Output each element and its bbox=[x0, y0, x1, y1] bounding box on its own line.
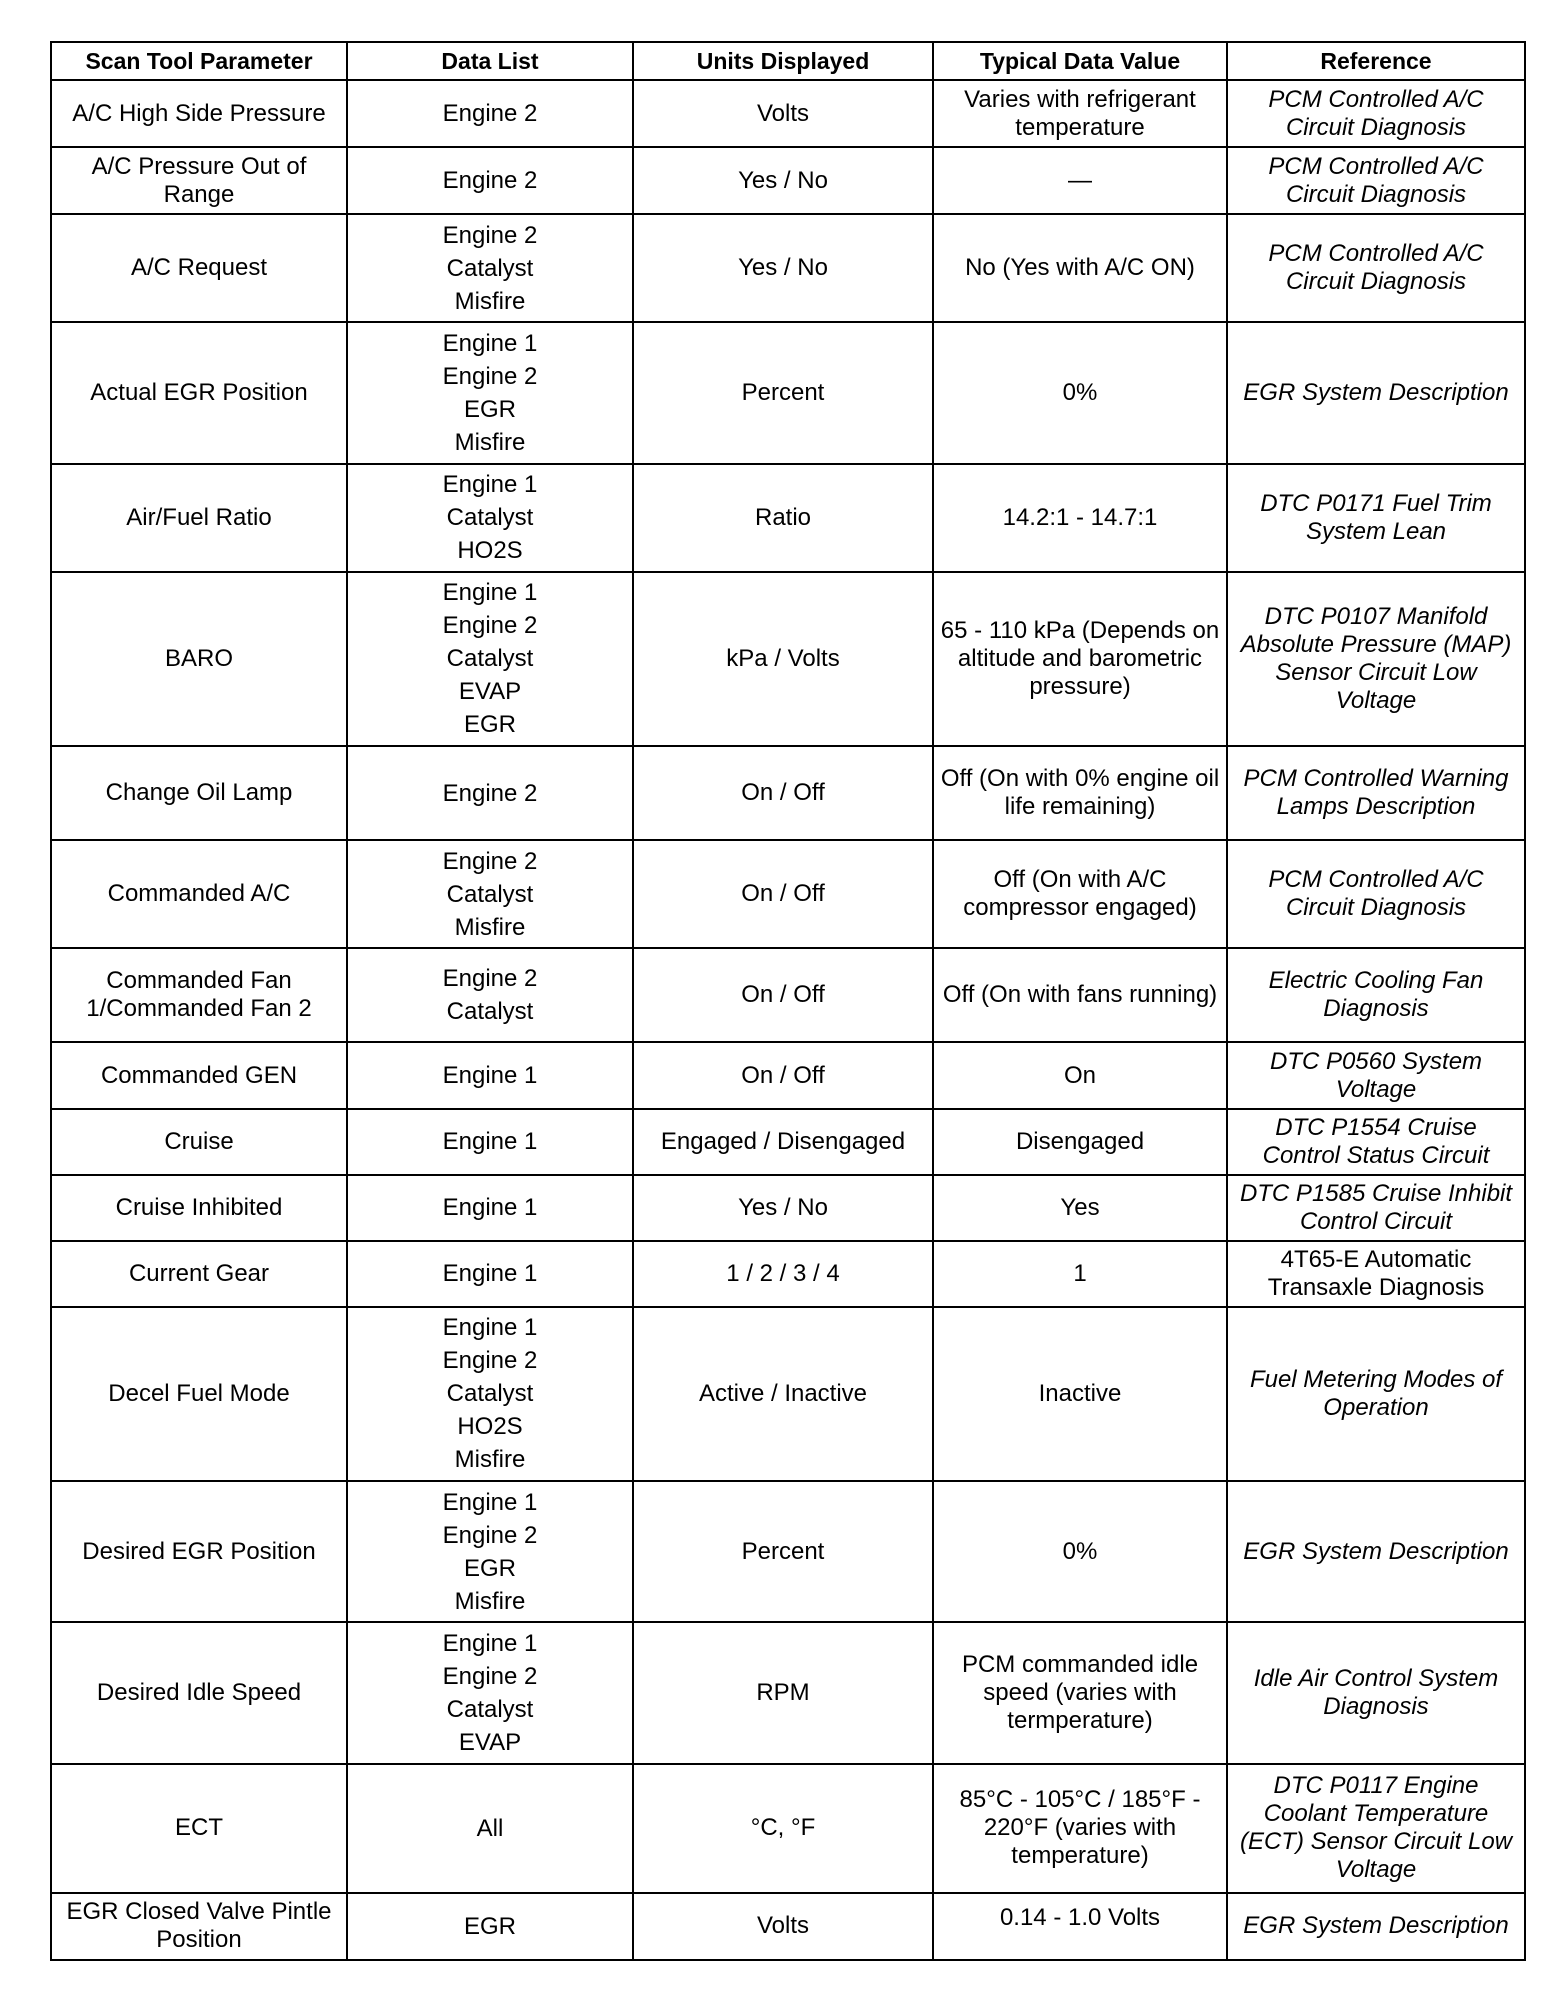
data-list-cell bbox=[347, 1481, 633, 1622]
units-cell: Yes / No bbox=[633, 1175, 933, 1241]
data-list-item: All bbox=[476, 1814, 504, 1842]
parameter-cell: Decel Fuel Mode bbox=[51, 1307, 347, 1481]
reference-cell: Electric Cooling Fan Diagnosis bbox=[1227, 948, 1525, 1042]
reference-cell: PCM Controlled A/C Circuit Diagnosis bbox=[1227, 214, 1525, 322]
data-list-item: Engine 2 bbox=[442, 100, 538, 128]
header-data-list: Data List bbox=[347, 42, 633, 80]
header-reference: Reference bbox=[1227, 42, 1525, 80]
table-row bbox=[51, 322, 1525, 463]
data-list-item: Engine 1 bbox=[442, 1194, 538, 1222]
data-list-item: Misfire bbox=[454, 1587, 526, 1615]
table-row bbox=[51, 1307, 1525, 1481]
parameter-cell: A/C Request bbox=[51, 214, 347, 322]
data-list-cell bbox=[347, 147, 633, 214]
typical-value-cell: Inactive bbox=[933, 1307, 1227, 1481]
data-list-item: EVAP bbox=[458, 678, 522, 706]
table-row bbox=[51, 214, 1525, 322]
table-row bbox=[51, 1764, 1525, 1893]
reference-cell: DTC P1585 Cruise Inhibit Control Circuit bbox=[1227, 1175, 1525, 1241]
data-list-item: Catalyst bbox=[446, 998, 534, 1026]
data-list-item: Misfire bbox=[454, 913, 526, 941]
units-cell: On / Off bbox=[633, 1042, 933, 1108]
typical-value-cell: 1 bbox=[933, 1241, 1227, 1307]
data-list-item: Misfire bbox=[454, 1446, 526, 1474]
reference-cell: PCM Controlled Warning Lamps Description bbox=[1227, 746, 1525, 840]
data-list-cell bbox=[347, 214, 633, 322]
data-list-item: Catalyst bbox=[446, 880, 534, 908]
units-cell: °C, °F bbox=[633, 1764, 933, 1893]
parameter-cell: Air/Fuel Ratio bbox=[51, 464, 347, 572]
reference-cell: DTC P1554 Cruise Control Status Circuit bbox=[1227, 1109, 1525, 1175]
data-list-item: Engine 1 bbox=[442, 1488, 538, 1516]
reference-cell: DTC P0171 Fuel Trim System Lean bbox=[1227, 464, 1525, 572]
data-list-item: Engine 2 bbox=[442, 221, 538, 249]
units-cell: On / Off bbox=[633, 840, 933, 948]
data-list-item: Catalyst bbox=[446, 645, 534, 673]
data-list-item: Engine 1 bbox=[442, 1062, 538, 1090]
table-row bbox=[51, 1175, 1525, 1241]
data-list-cell bbox=[347, 1109, 633, 1175]
table-row bbox=[51, 1481, 1525, 1622]
data-list-cell bbox=[347, 1622, 633, 1763]
parameter-cell: Desired EGR Position bbox=[51, 1481, 347, 1622]
table-row bbox=[51, 80, 1525, 147]
data-list-item: Engine 2 bbox=[442, 779, 538, 807]
reference-cell: PCM Controlled A/C Circuit Diagnosis bbox=[1227, 147, 1525, 214]
data-list-item: Engine 1 bbox=[442, 471, 538, 499]
table-row bbox=[51, 840, 1525, 948]
units-cell: Volts bbox=[633, 80, 933, 147]
parameter-cell: Cruise Inhibited bbox=[51, 1175, 347, 1241]
data-list-item: Engine 2 bbox=[442, 167, 538, 195]
table-row bbox=[51, 572, 1525, 746]
typical-value-cell: PCM commanded idle speed (varies with termperature) bbox=[933, 1622, 1227, 1763]
parameter-cell: Commanded GEN bbox=[51, 1042, 347, 1108]
data-list-cell bbox=[347, 1175, 633, 1241]
header-typical-data-value: Typical Data Value bbox=[933, 42, 1227, 80]
data-list-item: Engine 2 bbox=[442, 362, 538, 390]
header-scan-tool-parameter: Scan Tool Parameter bbox=[51, 42, 347, 80]
data-list-item: Catalyst bbox=[446, 1380, 534, 1408]
units-cell: Yes / No bbox=[633, 147, 933, 214]
scan-tool-parameter-table bbox=[50, 41, 1526, 1961]
data-list-cell bbox=[347, 746, 633, 840]
typical-value-cell: Off (On with fans running) bbox=[933, 948, 1227, 1042]
table-header-row bbox=[51, 42, 1525, 80]
data-list-item: HO2S bbox=[457, 537, 523, 565]
data-list-cell bbox=[347, 1241, 633, 1307]
parameter-cell: ECT bbox=[51, 1764, 347, 1893]
typical-value-cell: 0.14 - 1.0 Volts bbox=[933, 1893, 1227, 1960]
reference-cell: DTC P0107 Manifold Absolute Pressure (MAP) Sensor Circuit Low Voltage bbox=[1227, 572, 1525, 746]
parameter-cell: EGR Closed Valve Pintle Position bbox=[51, 1893, 347, 1960]
units-cell: Percent bbox=[633, 1481, 933, 1622]
table-row bbox=[51, 746, 1525, 840]
typical-value-cell: Off (On with A/C compressor engaged) bbox=[933, 840, 1227, 948]
data-list-item: Engine 1 bbox=[442, 1314, 538, 1342]
typical-value-cell: Yes bbox=[933, 1175, 1227, 1241]
table-row bbox=[51, 1241, 1525, 1307]
typical-value-cell: 85°C - 105°C / 185°F - 220°F (varies with temperature) bbox=[933, 1764, 1227, 1893]
table-row bbox=[51, 147, 1525, 214]
table-row bbox=[51, 1042, 1525, 1108]
reference-cell: DTC P0560 System Voltage bbox=[1227, 1042, 1525, 1108]
parameter-cell: Actual EGR Position bbox=[51, 322, 347, 463]
data-list-item: EGR bbox=[463, 1912, 516, 1940]
data-list-cell bbox=[347, 464, 633, 572]
units-cell: Volts bbox=[633, 1893, 933, 1960]
typical-value-cell: — bbox=[933, 147, 1227, 214]
typical-value-cell: 14.2:1 - 14.7:1 bbox=[933, 464, 1227, 572]
data-list-item: Catalyst bbox=[446, 504, 534, 532]
data-list-item: Engine 2 bbox=[442, 1662, 538, 1690]
data-list-item: EGR bbox=[463, 711, 516, 739]
parameter-cell: A/C Pressure Out of Range bbox=[51, 147, 347, 214]
units-cell: On / Off bbox=[633, 948, 933, 1042]
units-cell: kPa / Volts bbox=[633, 572, 933, 746]
data-list-item: Engine 2 bbox=[442, 1347, 538, 1375]
units-cell: Percent bbox=[633, 322, 933, 463]
units-cell: Yes / No bbox=[633, 214, 933, 322]
reference-cell: PCM Controlled A/C Circuit Diagnosis bbox=[1227, 840, 1525, 948]
parameter-cell: Commanded Fan 1/Commanded Fan 2 bbox=[51, 948, 347, 1042]
data-list-item: Engine 1 bbox=[442, 1260, 538, 1288]
reference-cell: Fuel Metering Modes of Operation bbox=[1227, 1307, 1525, 1481]
table-body bbox=[51, 80, 1525, 1960]
data-list-cell bbox=[347, 80, 633, 147]
reference-cell: EGR System Description bbox=[1227, 1893, 1525, 1960]
data-list-item: Engine 1 bbox=[442, 1629, 538, 1657]
data-list-cell bbox=[347, 572, 633, 746]
data-list-item: Engine 1 bbox=[442, 329, 538, 357]
reference-cell: 4T65-E Automatic Transaxle Diagnosis bbox=[1227, 1241, 1525, 1307]
parameter-cell: Current Gear bbox=[51, 1241, 347, 1307]
parameter-cell: Commanded A/C bbox=[51, 840, 347, 948]
typical-value-cell: 0% bbox=[933, 1481, 1227, 1622]
table-row bbox=[51, 1109, 1525, 1175]
data-list-item: Engine 1 bbox=[442, 1128, 538, 1156]
typical-value-cell: 65 - 110 kPa (Depends on altitude and barometric pressure) bbox=[933, 572, 1227, 746]
typical-value-cell: Off (On with 0% engine oil life remaining) bbox=[933, 746, 1227, 840]
data-list-cell bbox=[347, 1893, 633, 1960]
units-cell: On / Off bbox=[633, 746, 933, 840]
units-cell: Active / Inactive bbox=[633, 1307, 933, 1481]
reference-cell: Idle Air Control System Diagnosis bbox=[1227, 1622, 1525, 1763]
data-list-cell bbox=[347, 948, 633, 1042]
table-row bbox=[51, 1622, 1525, 1763]
typical-value-cell: Disengaged bbox=[933, 1109, 1227, 1175]
data-list-item: Engine 2 bbox=[442, 847, 538, 875]
parameter-cell: BARO bbox=[51, 572, 347, 746]
data-list-item: HO2S bbox=[457, 1413, 523, 1441]
data-list-item: Catalyst bbox=[446, 1695, 534, 1723]
parameter-cell: Desired Idle Speed bbox=[51, 1622, 347, 1763]
table-row bbox=[51, 948, 1525, 1042]
data-list-cell bbox=[347, 840, 633, 948]
units-cell: Ratio bbox=[633, 464, 933, 572]
units-cell: Engaged / Disengaged bbox=[633, 1109, 933, 1175]
data-list-item: EGR bbox=[463, 1554, 516, 1582]
data-list-item: Misfire bbox=[454, 287, 526, 315]
reference-cell: DTC P0117 Engine Coolant Temperature (ECT) Sensor Circuit Low Voltage bbox=[1227, 1764, 1525, 1893]
typical-value-cell: 0% bbox=[933, 322, 1227, 463]
data-list-cell bbox=[347, 322, 633, 463]
data-list-item: EVAP bbox=[458, 1728, 522, 1756]
header-units-displayed: Units Displayed bbox=[633, 42, 933, 80]
parameter-cell: A/C High Side Pressure bbox=[51, 80, 347, 147]
reference-cell: EGR System Description bbox=[1227, 1481, 1525, 1622]
parameter-cell: Cruise bbox=[51, 1109, 347, 1175]
reference-cell: PCM Controlled A/C Circuit Diagnosis bbox=[1227, 80, 1525, 147]
table-row bbox=[51, 1893, 1525, 1960]
typical-value-cell: On bbox=[933, 1042, 1227, 1108]
reference-cell: EGR System Description bbox=[1227, 322, 1525, 463]
data-list-cell bbox=[347, 1764, 633, 1893]
data-list-item: Engine 1 bbox=[442, 579, 538, 607]
data-list-item: Misfire bbox=[454, 428, 526, 456]
data-list-item: EGR bbox=[463, 395, 516, 423]
typical-value-cell: Varies with refrigerant temperature bbox=[933, 80, 1227, 147]
data-list-item: Engine 2 bbox=[442, 612, 538, 640]
data-list-item: Catalyst bbox=[446, 254, 534, 282]
table-row bbox=[51, 464, 1525, 572]
typical-value-cell: No (Yes with A/C ON) bbox=[933, 214, 1227, 322]
data-list-item: Engine 2 bbox=[442, 1521, 538, 1549]
data-list-cell bbox=[347, 1307, 633, 1481]
parameter-cell: Change Oil Lamp bbox=[51, 746, 347, 840]
data-list-cell bbox=[347, 1042, 633, 1108]
data-list-item: Engine 2 bbox=[442, 965, 538, 993]
units-cell: RPM bbox=[633, 1622, 933, 1763]
units-cell: 1 / 2 / 3 / 4 bbox=[633, 1241, 933, 1307]
